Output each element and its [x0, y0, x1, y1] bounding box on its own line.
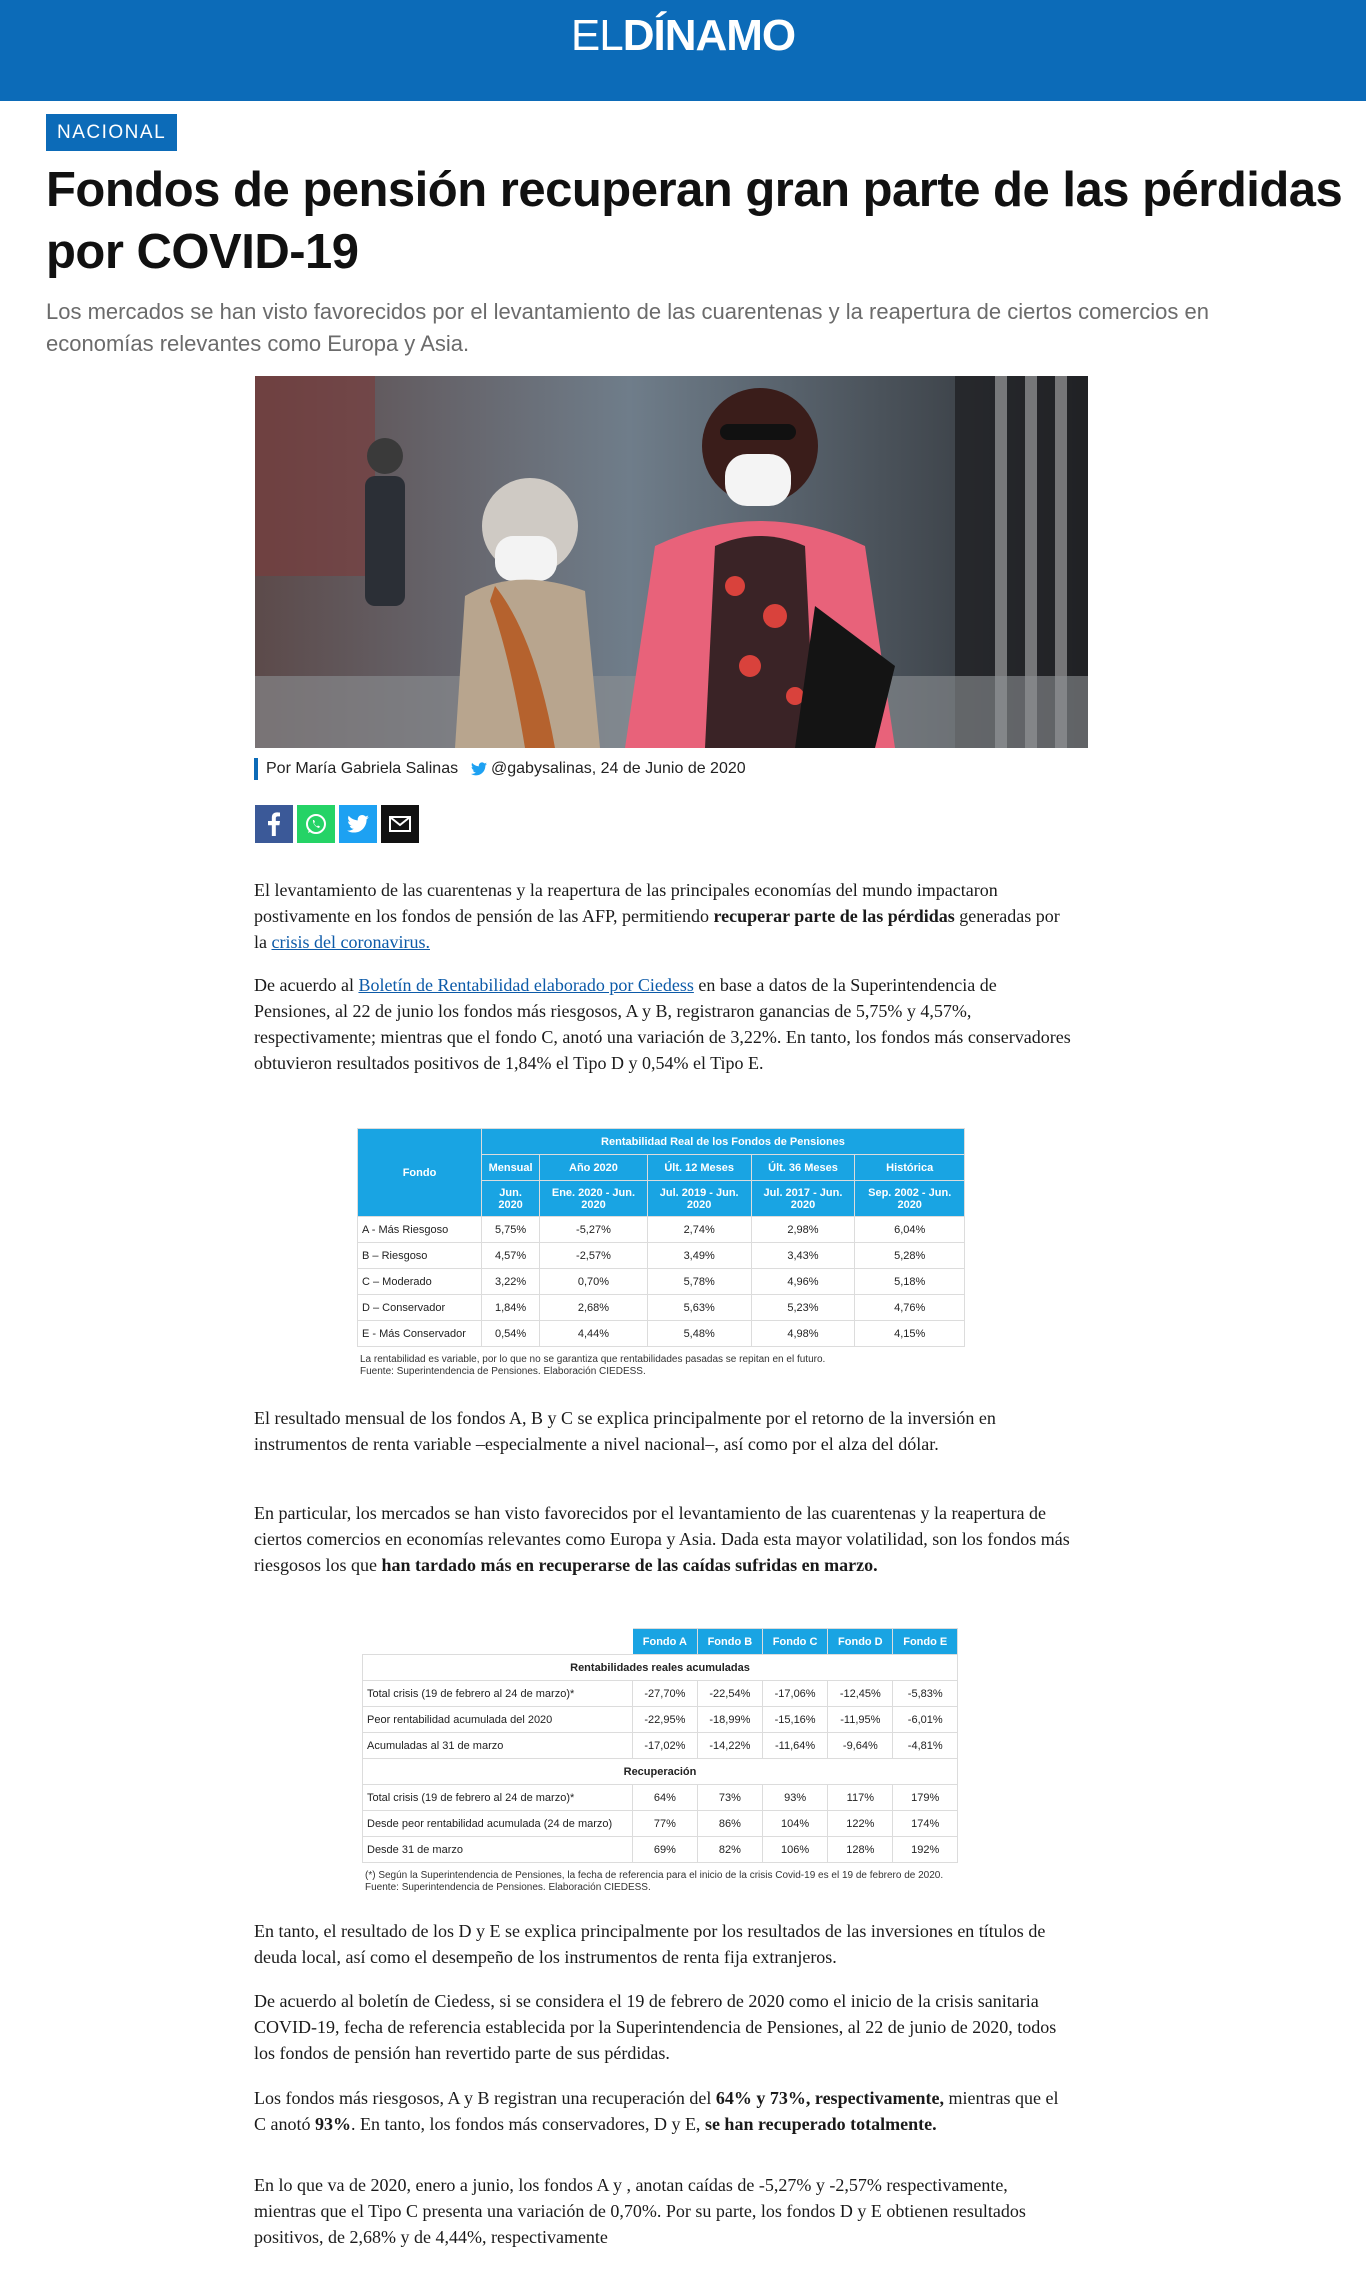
paragraph-7 [254, 2085, 1074, 2137]
table2-notes [362, 1870, 958, 1894]
p7-text-2: mientras que el C anotó [254, 2088, 1059, 2134]
p7-bold-3: se han recuperado totalmente. [704, 2114, 937, 2134]
table-row [358, 1217, 965, 1243]
table-cell: -9,64% [828, 1733, 893, 1759]
table-cell: 93% [762, 1785, 827, 1811]
paragraph-3: El resultado mensual de los fondos A, B y C se explica principalmente por el retorno de la inversión en instrumentos de renta variable –especialmente a nivel nacional–, así como por el alza del dólar. [254, 1408, 996, 1454]
table-cell: 64% [633, 1785, 698, 1811]
table-cell: -11,95% [828, 1707, 893, 1733]
table-cell: -22,95% [633, 1707, 698, 1733]
table-cell: 6,04% [855, 1217, 965, 1243]
table-cell: 5,18% [855, 1269, 965, 1295]
table1-note: La rentabilidad es variable, por lo que no se garantiza que rentabilidades pasadas se repitan en el futuro. [360, 1354, 826, 1365]
table-cell: -5,27% [540, 1217, 648, 1243]
table-cell: 0,70% [540, 1269, 648, 1295]
table-cell: 4,57% [482, 1243, 540, 1269]
coronavirus-crisis-link[interactable]: crisis del coronavirus. [271, 932, 430, 952]
table2-col: Fondo A [633, 1629, 698, 1655]
paragraph-8: En lo que va de 2020, enero a junio, los fondos A y , anotan caídas de -5,27% y -2,57% respectivamente, mientras que el Tipo C presenta una variación de 0,70%. Por su parte, los fondos D y E obtienen resultados positivos, de 2,68% y de 4,44%, respectivamente [254, 2175, 1026, 2247]
twitter-bird-icon [471, 761, 487, 783]
table-cell: 104% [762, 1811, 827, 1837]
table-row [363, 1837, 958, 1863]
table-cell: B – Riesgoso [358, 1243, 482, 1269]
table2-section-header: Recuperación [363, 1759, 958, 1785]
table-cell: Desde peor rentabilidad acumulada (24 de marzo) [363, 1811, 633, 1837]
table-cell: 73% [697, 1785, 762, 1811]
p4-bold: han tardado más en recuperarse de las caídas sufridas en marzo. [381, 1555, 878, 1575]
p7-text-3: . En tanto, los fondos más conservadores, D y E, [351, 2114, 705, 2134]
table2-col: Fondo B [697, 1629, 762, 1655]
p2-text: De acuerdo al [254, 975, 359, 995]
table-cell: Acumuladas al 31 de marzo [363, 1733, 633, 1759]
table-row [358, 1321, 965, 1347]
table-cell: 192% [893, 1837, 958, 1863]
table-cell: 4,96% [751, 1269, 855, 1295]
table-cell: 2,98% [751, 1217, 855, 1243]
table-cell: 128% [828, 1837, 893, 1863]
table-cell: -15,16% [762, 1707, 827, 1733]
table2-col: Fondo C [762, 1629, 827, 1655]
table-cell: -17,02% [633, 1733, 698, 1759]
article-headline: Fondos de pensión recuperan gran parte de las pérdidas por COVID-19 [46, 163, 1343, 279]
hero-photo [255, 376, 1088, 748]
table-row [363, 1785, 958, 1811]
site-header [0, 0, 1366, 101]
recovery-table [362, 1628, 958, 1863]
table-cell: 179% [893, 1785, 958, 1811]
table-cell: 4,76% [855, 1295, 965, 1321]
table-cell: -17,06% [762, 1681, 827, 1707]
table1-subcol: Jun. 2020 [482, 1181, 540, 1217]
table-cell: 106% [762, 1837, 827, 1863]
p7-bold-2: 93% [315, 2114, 351, 2134]
table-cell: Total crisis (19 de febrero al 24 de marzo)* [363, 1681, 633, 1707]
email-share-button[interactable] [381, 805, 419, 843]
whatsapp-icon [304, 812, 328, 836]
table-cell: E - Más Conservador [358, 1321, 482, 1347]
p1-text-2: generadas por la [254, 906, 1060, 952]
table-cell: C – Moderado [358, 1269, 482, 1295]
table-cell: Peor rentabilidad acumulada del 2020 [363, 1707, 633, 1733]
byline-handle-date[interactable]: @gabysalinas, 24 de Junio de 2020 [491, 760, 746, 777]
table-cell: 4,15% [855, 1321, 965, 1347]
hero-photo-illustration [255, 376, 1088, 748]
table1-col: Mensual [482, 1155, 540, 1181]
table-cell: 3,49% [647, 1243, 751, 1269]
table-cell: -5,83% [893, 1681, 958, 1707]
table1-source: Fuente: Superintendencia de Pensiones. Elaboración CIEDESS. [360, 1366, 646, 1377]
returns-table [357, 1128, 965, 1347]
table-cell: 174% [893, 1811, 958, 1837]
table-cell: 5,75% [482, 1217, 540, 1243]
table-cell: 3,22% [482, 1269, 540, 1295]
table-cell: 4,44% [540, 1321, 648, 1347]
site-logo[interactable] [0, 12, 1366, 60]
table1-fondo-header: Fondo [358, 1129, 482, 1217]
table-cell: 0,54% [482, 1321, 540, 1347]
table-row [363, 1733, 958, 1759]
table-cell: -2,57% [540, 1243, 648, 1269]
table-cell: 2,68% [540, 1295, 648, 1321]
p4-text: En particular, los mercados se han visto favorecidos por el levantamiento de las cuarentenas y la reapertura de ciertos comercios en economías relevantes como Europa y Asia. Dada esta mayor volatilidad, son los fondos más riesgosos los que [254, 1503, 1070, 1575]
paragraph-4 [254, 1500, 1074, 1578]
table-cell: 5,23% [751, 1295, 855, 1321]
table-cell: 86% [697, 1811, 762, 1837]
table-cell: -12,45% [828, 1681, 893, 1707]
table-cell: Desde 31 de marzo [363, 1837, 633, 1863]
paragraph-2 [254, 972, 1074, 1076]
returns-table-image [357, 1128, 965, 1378]
email-icon [389, 816, 411, 832]
table-cell: -14,22% [697, 1733, 762, 1759]
table1-col: Últ. 12 Meses [647, 1155, 751, 1181]
table1-notes [357, 1354, 965, 1378]
table-cell: D – Conservador [358, 1295, 482, 1321]
paragraph-1 [254, 877, 1074, 955]
table-cell: Total crisis (19 de febrero al 24 de marzo)* [363, 1785, 633, 1811]
facebook-share-button[interactable] [255, 805, 293, 843]
table-row [358, 1243, 965, 1269]
table1-subcol: Ene. 2020 - Jun. 2020 [540, 1181, 648, 1217]
table1-subcol: Jul. 2017 - Jun. 2020 [751, 1181, 855, 1217]
table-row [358, 1269, 965, 1295]
share-bar [255, 805, 419, 843]
p1-text: El levantamiento de las cuarentenas y la reapertura de las principales economías del mundo impactaron postivamente en los fondos de pensión de las AFP, permitiendo [254, 880, 998, 926]
table-cell: -22,54% [697, 1681, 762, 1707]
table-cell: 82% [697, 1837, 762, 1863]
table-cell: 5,63% [647, 1295, 751, 1321]
table-row [363, 1707, 958, 1733]
twitter-icon [347, 815, 369, 833]
table2-source: Fuente: Superintendencia de Pensiones. Elaboración CIEDESS. [365, 1882, 651, 1893]
ciedess-bulletin-link[interactable]: Boletín de Rentabilidad elaborado por Ciedess [358, 975, 694, 995]
p7-bold: 64% y 73%, respectivamente, [715, 2088, 945, 2108]
table-cell: 4,98% [751, 1321, 855, 1347]
logo-dinamo: DÍNAMO [622, 11, 796, 60]
table-cell: 5,78% [647, 1269, 751, 1295]
p1-bold: recuperar parte de las pérdidas [713, 906, 955, 926]
table-cell: A - Más Riesgoso [358, 1217, 482, 1243]
table2-col: Fondo E [893, 1629, 958, 1655]
table1-title: Rentabilidad Real de los Fondos de Pensiones [482, 1129, 965, 1155]
table-cell: -11,64% [762, 1733, 827, 1759]
paragraph-5: En tanto, el resultado de los D y E se explica principalmente por los resultados de las inversiones en títulos de deuda local, así como el desempeño de los instrumentos de renta fija extranjeros. [254, 1921, 1046, 1967]
table1-col: Histórica [855, 1155, 965, 1181]
table2-col: Fondo D [828, 1629, 893, 1655]
table-row [363, 1681, 958, 1707]
table-cell: 117% [828, 1785, 893, 1811]
twitter-share-button[interactable] [339, 805, 377, 843]
table-cell: 3,43% [751, 1243, 855, 1269]
table1-subcol: Sep. 2002 - Jun. 2020 [855, 1181, 965, 1217]
byline [254, 758, 746, 780]
whatsapp-share-button[interactable] [297, 805, 335, 843]
table-cell: 5,28% [855, 1243, 965, 1269]
table2-section-header: Rentabilidades reales acumuladas [363, 1655, 958, 1681]
table1-col: Año 2020 [540, 1155, 648, 1181]
p7-text: Los fondos más riesgosos, A y B registran una recuperación del [254, 2088, 716, 2108]
table-row [363, 1811, 958, 1837]
table-cell: 2,74% [647, 1217, 751, 1243]
table-cell: -27,70% [633, 1681, 698, 1707]
p2-text-2: en base a datos de la Superintendencia de Pensiones, al 22 de junio los fondos más riesgosos, A y B, registraron ganancias de 5,75% y 4,57%, respectivamente; mientras que el fondo C, anotó una variación de 3,22%. En tanto, los fondos más conservadores obtuvieron resultados positivos de 1,84% el Tipo D y 0,54% el Tipo E. [254, 975, 1071, 1073]
article-subheadline: Los mercados se han visto favorecidos por el levantamiento de las cuarentenas y la reapertura de ciertos comercios en economías relevantes como Europa y Asia. [46, 299, 1209, 356]
table2-note: (*) Según la Superintendencia de Pensiones, la fecha de referencia para el inicio de la crisis Covid-19 es el 19 de febrero de 2020. [365, 1870, 944, 1881]
table-cell: 5,48% [647, 1321, 751, 1347]
table1-subcol: Jul. 2019 - Jun. 2020 [647, 1181, 751, 1217]
table-cell: 122% [828, 1811, 893, 1837]
table1-col: Últ. 36 Meses [751, 1155, 855, 1181]
paragraph-6: De acuerdo al boletín de Ciedess, si se considera el 19 de febrero de 2020 como el inicio de la crisis sanitaria COVID-19, fecha de referencia establecida por la Superintendencia de Pensiones, al 22 de junio de 2020, todos los fondos de pensión han revertido parte de sus pérdidas. [254, 1991, 1057, 2063]
logo-el: EL [570, 11, 623, 60]
table-cell: 77% [633, 1811, 698, 1837]
table-cell: -6,01% [893, 1707, 958, 1733]
table-cell: 69% [633, 1837, 698, 1863]
table-row [358, 1295, 965, 1321]
table2-corner [363, 1629, 633, 1655]
recovery-table-image [362, 1628, 958, 1898]
table-cell: 1,84% [482, 1295, 540, 1321]
table-cell: -18,99% [697, 1707, 762, 1733]
table-cell: -4,81% [893, 1733, 958, 1759]
byline-author: Por María Gabriela Salinas [266, 760, 459, 777]
facebook-icon [264, 812, 284, 836]
category-badge[interactable]: NACIONAL [46, 114, 177, 151]
